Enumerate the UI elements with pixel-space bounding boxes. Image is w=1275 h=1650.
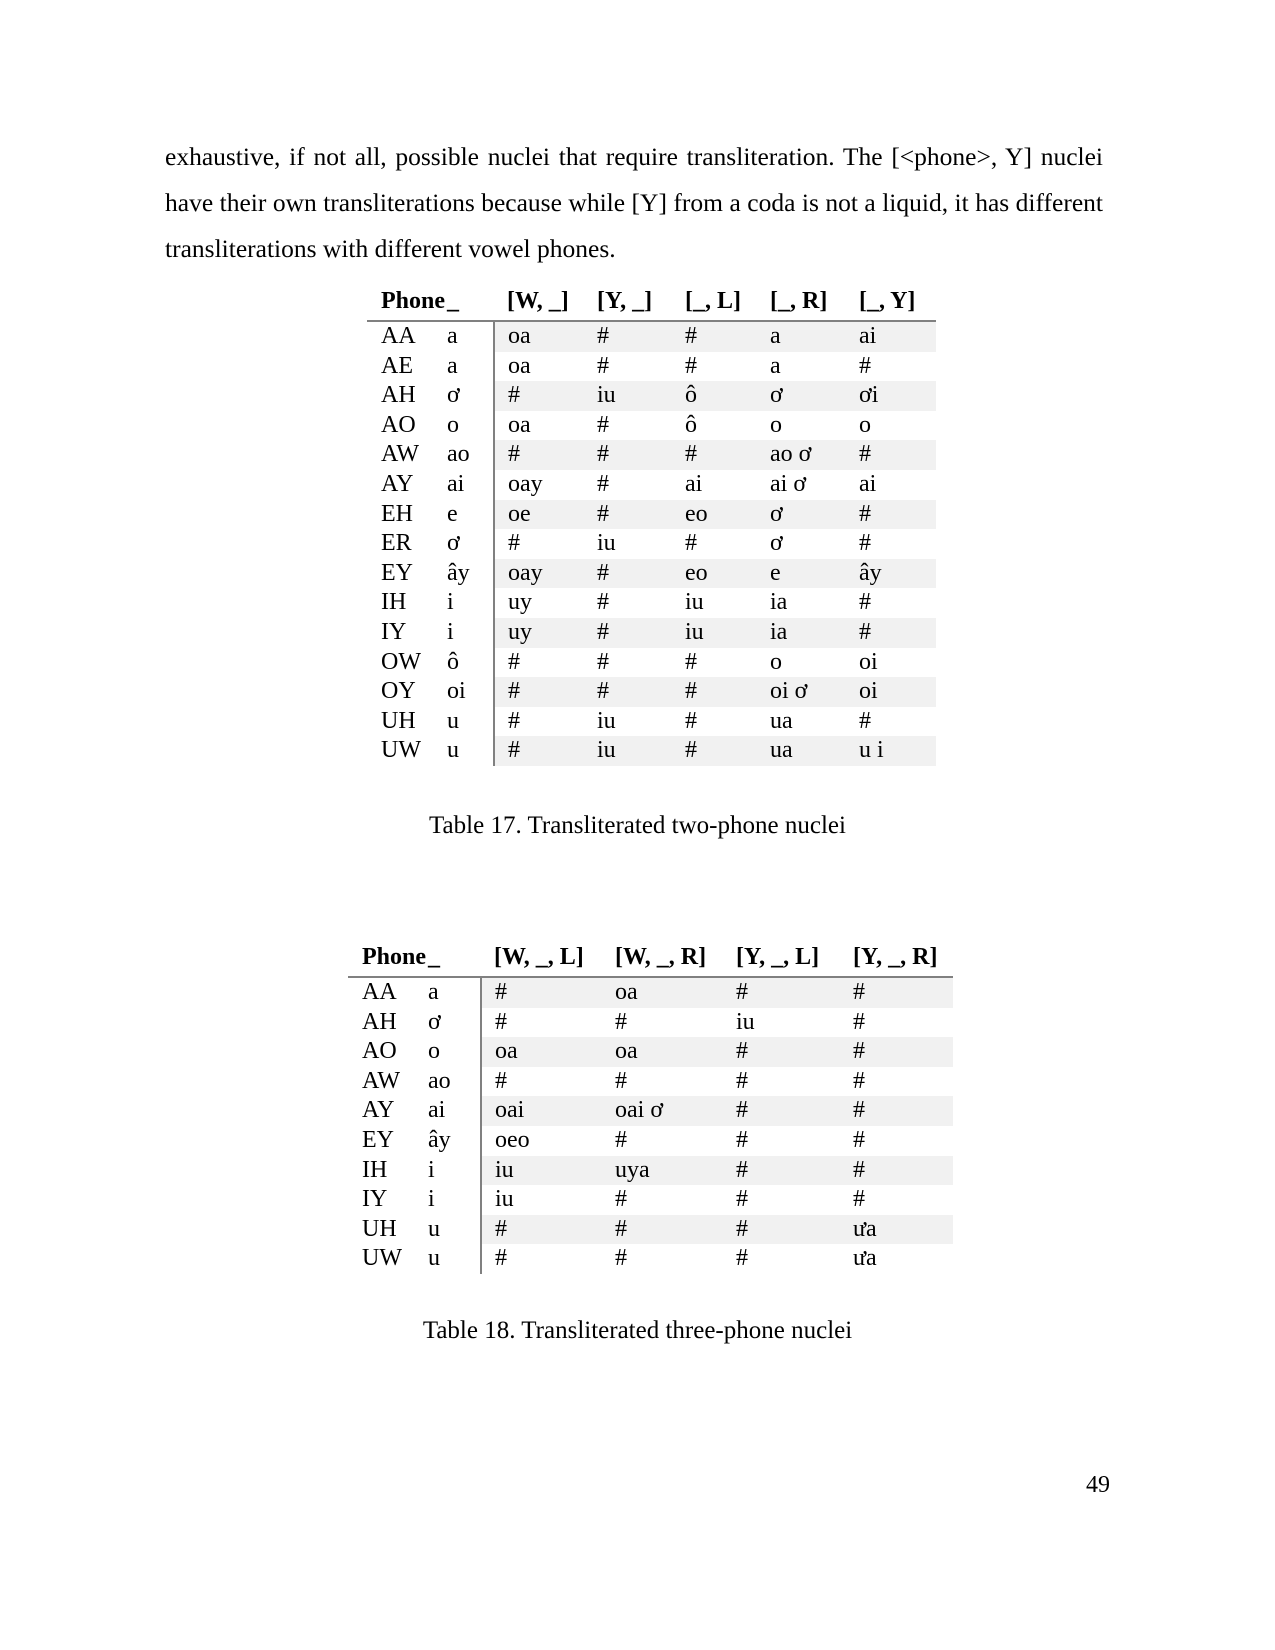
table-17-header-blank-l: [_, L] xyxy=(685,288,770,321)
phone-code-cell: AE xyxy=(381,352,413,379)
transliteration-cell: # xyxy=(736,1096,853,1126)
latin-spelling-cell: i xyxy=(447,588,494,618)
table-row xyxy=(348,1067,953,1097)
transliteration-cell: # xyxy=(597,411,609,438)
table-17-body xyxy=(367,321,936,766)
table-18-header-latin: _ xyxy=(428,944,481,977)
table-row xyxy=(367,618,936,648)
table-row xyxy=(367,707,936,737)
latin-spelling-cell: ao xyxy=(428,1067,481,1097)
transliteration-cell: oai ơ xyxy=(615,1096,736,1126)
table-row xyxy=(348,1096,953,1126)
transliteration-cell: # xyxy=(736,1186,748,1213)
phone-code-cell: UH xyxy=(362,1215,397,1242)
latin-spelling-cell: ây xyxy=(428,1126,481,1156)
transliteration-cell: # xyxy=(481,977,615,1008)
phone-code-cell: IH xyxy=(362,1156,388,1183)
phone-code-cell: AY xyxy=(362,1097,395,1124)
table-row xyxy=(348,977,953,1008)
transliteration-cell: # xyxy=(494,381,597,411)
transliteration-cell: ô xyxy=(685,381,770,411)
transliteration-cell: # xyxy=(853,1156,953,1186)
transliteration-cell: ơ xyxy=(770,381,859,411)
transliteration-cell: iu xyxy=(685,589,704,616)
latin-spelling-cell: u xyxy=(428,1215,481,1245)
transliteration-cell: # xyxy=(508,530,520,557)
transliteration-cell: # xyxy=(685,530,697,557)
transliteration-cell: ai xyxy=(859,470,877,497)
latin-spelling-cell: a xyxy=(447,321,494,352)
transliteration-cell: oa xyxy=(615,1037,736,1067)
table-row xyxy=(367,648,936,678)
transliteration-cell: # xyxy=(853,1067,865,1094)
table-18-header-w-blank-l: [W, _, L] xyxy=(481,944,615,977)
transliteration-cell: # xyxy=(494,440,597,470)
transliteration-cell: o xyxy=(770,648,782,675)
transliteration-cell: uy xyxy=(508,589,532,616)
transliteration-cell: iu xyxy=(597,736,685,766)
transliteration-cell: ua xyxy=(770,707,793,734)
transliteration-cell: # xyxy=(597,321,685,352)
transliteration-cell: ia xyxy=(770,589,788,616)
transliteration-cell: o xyxy=(859,411,871,438)
transliteration-cell: # xyxy=(597,352,609,379)
table-17-header-row xyxy=(367,288,936,321)
transliteration-cell: # xyxy=(685,736,770,766)
transliteration-cell: oe xyxy=(494,500,597,530)
latin-spelling-cell: ô xyxy=(447,648,494,678)
transliteration-cell: ai xyxy=(685,470,703,497)
transliteration-cell: # xyxy=(736,1156,853,1186)
transliteration-cell: # xyxy=(597,559,685,589)
latin-spelling-cell: i xyxy=(447,618,494,648)
table-row xyxy=(348,1185,953,1215)
transliteration-cell: # xyxy=(597,589,609,616)
latin-spelling-cell: i xyxy=(428,1185,481,1215)
table-row xyxy=(348,1244,953,1274)
transliteration-cell: oi xyxy=(859,677,936,707)
transliteration-cell: # xyxy=(685,352,697,379)
latin-spelling-cell: u xyxy=(447,707,494,737)
table-17-head xyxy=(367,288,936,321)
table-18-header-y-blank-r: [Y, _, R] xyxy=(853,944,953,977)
latin-spelling-cell: a xyxy=(447,352,494,382)
table-18 xyxy=(348,944,953,1274)
transliteration-cell: u i xyxy=(859,736,936,766)
transliteration-cell: # xyxy=(859,618,936,648)
table-18-head xyxy=(348,944,953,977)
transliteration-cell: # xyxy=(685,648,697,675)
transliteration-cell: eo xyxy=(685,500,770,530)
transliteration-cell: # xyxy=(859,530,871,557)
transliteration-cell: oa xyxy=(508,411,531,438)
latin-spelling-cell: i xyxy=(428,1156,481,1186)
table-row xyxy=(367,677,936,707)
table-18-caption: Table 18. Transliterated three-phone nuclei xyxy=(422,1317,853,1344)
transliteration-cell: ai xyxy=(859,321,936,352)
phone-code-cell: AO xyxy=(362,1038,397,1065)
table-18-body xyxy=(348,977,953,1274)
phone-code-cell: EY xyxy=(362,1126,394,1153)
transliteration-cell: # xyxy=(508,707,520,734)
phone-code-cell: AW xyxy=(362,1067,401,1094)
transliteration-cell: iu xyxy=(481,1156,615,1186)
table-row xyxy=(367,321,936,352)
transliteration-cell: oi ơ xyxy=(770,677,859,707)
transliteration-cell: # xyxy=(736,1245,748,1272)
transliteration-cell: o xyxy=(770,411,782,438)
transliteration-cell: # xyxy=(615,1008,627,1035)
latin-spelling-cell: ai xyxy=(428,1096,481,1126)
transliteration-cell: # xyxy=(859,589,871,616)
table-row xyxy=(367,470,936,500)
phone-code-cell: AH xyxy=(381,382,416,409)
table-17-caption: Table 17. Transliterated two-phone nuclei xyxy=(429,812,846,839)
transliteration-cell: ai ơ xyxy=(770,470,807,497)
transliteration-cell: ô xyxy=(685,411,697,438)
body-paragraph: exhaustive, if not all, possible nuclei that require transliteration. The [<phone>, Y] nuclei have their own transliterations because while [Y] from a coda is not a liquid, it has different transliterations with different vowel phones. xyxy=(165,141,1103,263)
transliteration-cell: # xyxy=(615,1186,627,1213)
transliteration-cell: # xyxy=(597,618,685,648)
phone-code-cell: IY xyxy=(362,1186,388,1213)
transliteration-cell: ưa xyxy=(853,1245,877,1272)
transliteration-cell: # xyxy=(481,1215,615,1245)
transliteration-cell: # xyxy=(859,440,936,470)
table-17-header-blank-y: [_, Y] xyxy=(859,288,936,321)
phone-code-cell: AW xyxy=(381,441,420,468)
transliteration-cell: oa xyxy=(508,352,531,379)
table-18-header-phone: Phone xyxy=(348,944,428,977)
table-row xyxy=(367,381,936,411)
table-row xyxy=(367,588,936,618)
transliteration-cell: # xyxy=(736,1067,748,1094)
latin-spelling-cell: e xyxy=(447,500,494,530)
transliteration-cell: # xyxy=(853,1096,953,1126)
transliteration-cell: ơ xyxy=(770,530,783,557)
transliteration-cell: uya xyxy=(615,1156,736,1186)
phone-code-cell: UH xyxy=(381,707,416,734)
table-17-header-w-blank: [W, _] xyxy=(494,288,597,321)
transliteration-cell: a xyxy=(770,352,781,379)
phone-code-cell: ER xyxy=(381,530,412,557)
latin-spelling-cell: a xyxy=(428,977,481,1008)
transliteration-cell: # xyxy=(597,470,609,497)
table-17-header-phone: Phone xyxy=(367,288,447,321)
table-row xyxy=(367,500,936,530)
latin-spelling-cell: ai xyxy=(447,470,494,500)
table-17 xyxy=(367,288,936,766)
transliteration-cell: # xyxy=(859,500,936,530)
transliteration-cell: # xyxy=(494,677,597,707)
transliteration-cell: # xyxy=(859,352,871,379)
transliteration-cell: # xyxy=(853,1126,865,1153)
table-row xyxy=(348,1156,953,1186)
transliteration-cell: oi xyxy=(859,648,878,675)
latin-spelling-cell: o xyxy=(447,411,494,441)
table-17-container xyxy=(367,288,936,766)
phone-code-cell: OY xyxy=(381,678,416,705)
table-18-container xyxy=(348,944,953,1274)
transliteration-cell: # xyxy=(615,1067,627,1094)
transliteration-cell: ao ơ xyxy=(770,440,859,470)
phone-code-cell: EH xyxy=(381,500,413,527)
table-18-header-y-blank-l: [Y, _, L] xyxy=(736,944,853,977)
table-row xyxy=(348,1215,953,1245)
latin-spelling-cell: ơ xyxy=(447,529,494,559)
phone-code-cell: IH xyxy=(381,589,407,616)
transliteration-cell: oa xyxy=(615,977,736,1008)
table-18-header-w-blank-r: [W, _, R] xyxy=(615,944,736,977)
transliteration-cell: # xyxy=(736,1037,853,1067)
transliteration-cell: # xyxy=(853,1008,865,1035)
table-row xyxy=(367,411,936,441)
transliteration-cell: # xyxy=(859,707,871,734)
transliteration-cell: iu xyxy=(495,1186,514,1213)
transliteration-cell: e xyxy=(770,559,859,589)
transliteration-cell: # xyxy=(736,977,853,1008)
transliteration-cell: ơ xyxy=(770,500,859,530)
transliteration-cell: uy xyxy=(494,618,597,648)
transliteration-cell: eo xyxy=(685,559,770,589)
transliteration-cell: # xyxy=(853,1037,953,1067)
phone-code-cell: IY xyxy=(381,618,407,645)
transliteration-cell: ưa xyxy=(853,1215,953,1245)
phone-code-cell: AY xyxy=(381,470,414,497)
transliteration-cell: ua xyxy=(770,736,859,766)
transliteration-cell: # xyxy=(495,1245,507,1272)
transliteration-cell: # xyxy=(736,1126,748,1153)
table-row xyxy=(367,440,936,470)
table-row xyxy=(348,1008,953,1038)
transliteration-cell: # xyxy=(615,1245,627,1272)
table-row xyxy=(348,1037,953,1067)
table-row xyxy=(367,736,936,766)
transliteration-cell: ia xyxy=(770,618,859,648)
latin-spelling-cell: ơ xyxy=(428,1008,481,1038)
transliteration-cell: # xyxy=(685,707,697,734)
transliteration-cell: # xyxy=(615,1126,627,1153)
table-18-header-row xyxy=(348,944,953,977)
phone-code-cell: OW xyxy=(381,648,421,675)
transliteration-cell: iu xyxy=(736,1008,755,1035)
transliteration-cell: oai xyxy=(481,1096,615,1126)
phone-code-cell: EY xyxy=(381,559,413,586)
transliteration-cell: # xyxy=(508,648,520,675)
phone-code-cell: AH xyxy=(362,1008,397,1035)
transliteration-cell: # xyxy=(597,440,685,470)
transliteration-cell: oeo xyxy=(495,1126,530,1153)
transliteration-cell: # xyxy=(853,1186,865,1213)
latin-spelling-cell: o xyxy=(428,1037,481,1067)
transliteration-cell: # xyxy=(597,648,609,675)
table-17-header-y-blank: [Y, _] xyxy=(597,288,685,321)
transliteration-cell: # xyxy=(615,1215,736,1245)
transliteration-cell: ây xyxy=(859,559,936,589)
table-17-header-latin: _ xyxy=(447,288,494,321)
transliteration-cell: # xyxy=(685,440,770,470)
transliteration-cell: oa xyxy=(494,321,597,352)
phone-code-cell: AA xyxy=(362,979,397,1005)
transliteration-cell: oay xyxy=(494,559,597,589)
latin-spelling-cell: u xyxy=(447,736,494,766)
transliteration-cell: # xyxy=(685,321,770,352)
transliteration-cell: oa xyxy=(481,1037,615,1067)
transliteration-cell: # xyxy=(853,977,953,1008)
transliteration-cell: oay xyxy=(508,470,543,497)
phone-code-cell: UW xyxy=(362,1245,402,1272)
latin-spelling-cell: ơ xyxy=(447,381,494,411)
transliteration-cell: # xyxy=(597,677,685,707)
page-number: 49 xyxy=(1086,1472,1110,1498)
transliteration-cell: iu xyxy=(685,618,770,648)
transliteration-cell: iu xyxy=(597,530,616,557)
transliteration-cell: # xyxy=(495,1008,507,1035)
transliteration-cell: # xyxy=(494,736,597,766)
transliteration-cell: # xyxy=(685,677,770,707)
table-17-header-blank-r: [_, R] xyxy=(770,288,859,321)
phone-code-cell: AO xyxy=(381,411,416,438)
transliteration-cell: # xyxy=(495,1067,507,1094)
transliteration-cell: a xyxy=(770,321,859,352)
latin-spelling-cell: u xyxy=(428,1244,481,1274)
latin-spelling-cell: ây xyxy=(447,559,494,589)
transliteration-cell: iu xyxy=(597,707,616,734)
table-row xyxy=(367,559,936,589)
transliteration-cell: # xyxy=(736,1215,853,1245)
table-row xyxy=(367,529,936,559)
transliteration-cell: ơi xyxy=(859,381,936,411)
latin-spelling-cell: oi xyxy=(447,677,494,707)
phone-code-cell: UW xyxy=(381,737,421,764)
table-row xyxy=(348,1126,953,1156)
table-row xyxy=(367,352,936,382)
phone-code-cell: AA xyxy=(381,323,416,349)
transliteration-cell: # xyxy=(597,500,685,530)
transliteration-cell: iu xyxy=(597,381,685,411)
latin-spelling-cell: ao xyxy=(447,440,494,470)
